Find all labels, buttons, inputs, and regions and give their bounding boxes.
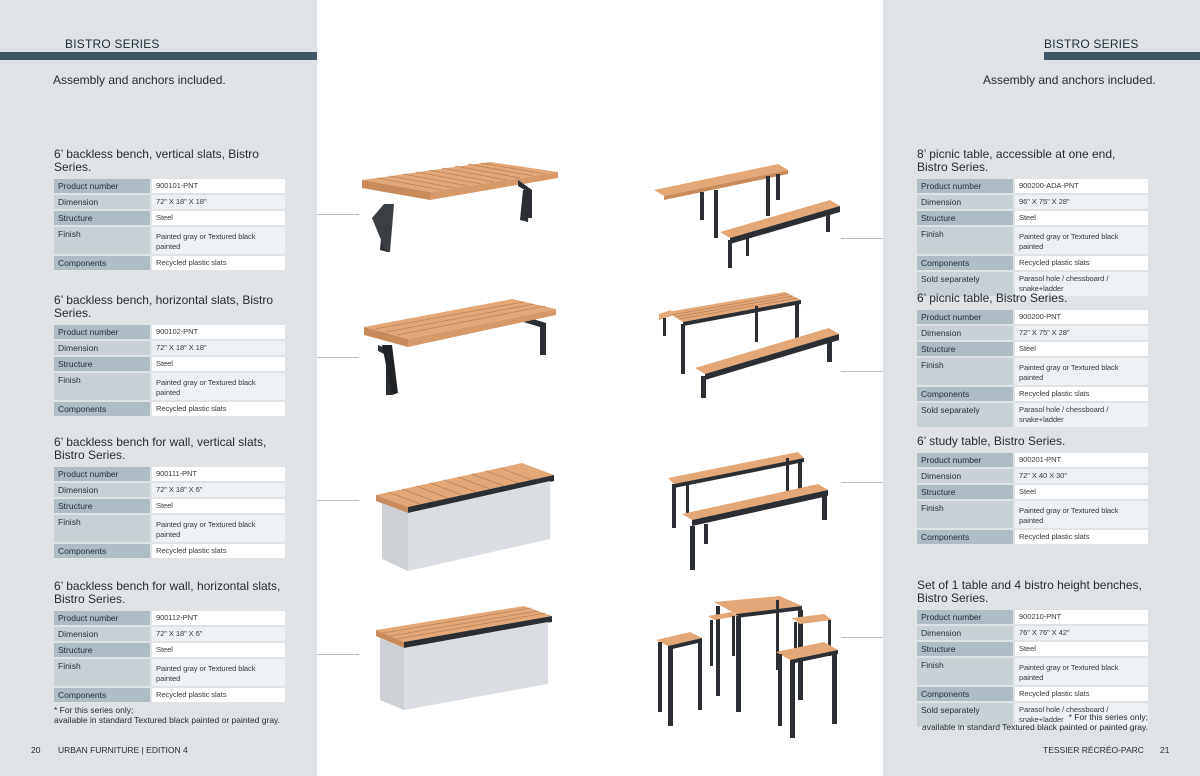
- product-block: [54, 294, 285, 418]
- spec-label: Finish: [917, 658, 1015, 685]
- spec-label: Structure: [917, 485, 1015, 499]
- product-block: [54, 436, 285, 560]
- spec-value: Steel: [152, 499, 285, 513]
- product-block: [917, 579, 1148, 729]
- right-series-title: BISTRO SERIES: [1044, 37, 1139, 51]
- spec-label: Dimension: [54, 341, 152, 355]
- product-title: 6’ study table, Bistro Series.: [917, 434, 1066, 448]
- spec-label: Dimension: [917, 626, 1015, 640]
- spec-value: 900102-PNT: [152, 325, 285, 339]
- spec-label: Finish: [917, 358, 1015, 385]
- picnic-table-image: [655, 288, 841, 400]
- spec-value: 76" X 76" X 42": [1015, 626, 1148, 640]
- spec-label: Product number: [917, 179, 1015, 193]
- spec-label: Sold separately: [917, 272, 1015, 296]
- leader-line: [841, 238, 883, 239]
- spec-label: Structure: [917, 342, 1015, 356]
- spec-label: Product number: [917, 610, 1015, 624]
- spec-value: Steel: [152, 357, 285, 371]
- leader-line: [841, 482, 883, 483]
- spec-value: Steel: [1015, 342, 1148, 356]
- spec-value: Steel: [1015, 642, 1148, 656]
- product-title: 6’ backless bench for wall, horizontal slats, Bistro Series.: [54, 579, 281, 606]
- spec-label: Finish: [917, 501, 1015, 528]
- spec-label: Product number: [54, 179, 152, 193]
- spec-value: 900111-PNT: [152, 467, 285, 481]
- spec-value: Recycled plastic slats: [152, 544, 285, 558]
- spec-label: Dimension: [54, 195, 152, 209]
- spec-label: Sold separately: [917, 403, 1015, 427]
- spec-value: 72" X 75" X 28": [1015, 326, 1148, 340]
- backless-bench-vertical-slats-image: [360, 160, 560, 265]
- spec-value: Recycled plastic slats: [1015, 387, 1148, 401]
- spec-value: 900200-ADA-PNT: [1015, 179, 1148, 193]
- product-title: Set of 1 table and 4 bistro height benches, Bistro Series.: [917, 578, 1142, 605]
- spec-label: Components: [54, 402, 152, 416]
- spec-label: Structure: [917, 211, 1015, 225]
- spec-value: Painted gray or Textured black painted: [1015, 227, 1148, 254]
- footnote-line: available in standard Textured black painted or painted gray.: [54, 715, 281, 725]
- product-title: 6’ backless bench, vertical slats, Bistro Series.: [54, 147, 259, 174]
- spec-label: Finish: [54, 373, 152, 400]
- spec-label: Components: [917, 256, 1015, 270]
- spec-value: 900101-PNT: [152, 179, 285, 193]
- product-block: [54, 580, 285, 704]
- spec-label: Structure: [54, 499, 152, 513]
- backless-bench-horizontal-slats-image: [360, 295, 560, 400]
- product-title: 6’ backless bench, horizontal slats, Bistro Series.: [54, 293, 273, 320]
- spec-label: Product number: [917, 310, 1015, 324]
- spec-value: 72" X 40 X 30": [1015, 469, 1148, 483]
- leader-line: [841, 637, 883, 638]
- spec-value: Painted gray or Textured black painted: [152, 659, 285, 686]
- spec-value: Recycled plastic slats: [1015, 530, 1148, 544]
- spec-value: Parasol hole / chessboard / snake+ladder: [1015, 272, 1148, 296]
- spec-table: [54, 177, 285, 272]
- spec-value: 72" X 18" X 18": [152, 195, 285, 209]
- spec-label: Components: [54, 544, 152, 558]
- spec-value: Recycled plastic slats: [1015, 687, 1148, 701]
- right-accent-bar: [1044, 52, 1200, 60]
- product-block: [54, 148, 285, 272]
- left-footnote: [54, 705, 280, 725]
- spec-label: Components: [917, 387, 1015, 401]
- spec-value: Painted gray or Textured black painted: [1015, 501, 1148, 528]
- spec-value: Parasol hole / chessboard / snake+ladder: [1015, 703, 1148, 727]
- spec-value: Recycled plastic slats: [152, 688, 285, 702]
- wall-bench-horizontal-slats-image: [372, 600, 558, 715]
- spec-label: Structure: [54, 643, 152, 657]
- spec-value: Recycled plastic slats: [1015, 256, 1148, 270]
- bistro-table-set-image: [652, 592, 842, 742]
- spec-table: [54, 323, 285, 418]
- right-page-number: 21: [1160, 745, 1170, 755]
- spec-label: Structure: [917, 642, 1015, 656]
- spec-label: Product number: [54, 325, 152, 339]
- spec-label: Product number: [54, 611, 152, 625]
- spec-value: Parasol hole / chessboard / snake+ladder: [1015, 403, 1148, 427]
- spec-value: Recycled plastic slats: [152, 256, 285, 270]
- spec-label: Finish: [54, 227, 152, 254]
- spec-label: Dimension: [917, 195, 1015, 209]
- spec-label: Finish: [917, 227, 1015, 254]
- spec-value: 72" X 18" X 6": [152, 483, 285, 497]
- right-intro: Assembly and anchors included.: [983, 73, 1156, 87]
- spec-label: Components: [54, 688, 152, 702]
- product-title: 6’ picnic table, Bistro Series.: [917, 291, 1068, 305]
- left-footer-text: URBAN FURNITURE | EDITION 4: [58, 745, 188, 755]
- left-accent-bar: [0, 52, 317, 60]
- product-title: 8’ picnic table, accessible at one end, Bistro Series.: [917, 147, 1116, 174]
- spec-value: 900112-PNT: [152, 611, 285, 625]
- product-block: [917, 435, 1148, 546]
- footnote-line: available in standard Textured black painted or painted gray.: [921, 722, 1148, 732]
- wall-bench-vertical-slats-image: [372, 455, 558, 575]
- product-block: [917, 292, 1148, 429]
- spec-value: Painted gray or Textured black painted: [152, 227, 285, 254]
- study-table-image: [662, 448, 832, 573]
- leader-line: [841, 371, 883, 372]
- left-intro: Assembly and anchors included.: [53, 73, 226, 87]
- spec-table: [54, 465, 285, 560]
- spec-label: Dimension: [917, 326, 1015, 340]
- spec-label: Finish: [54, 515, 152, 542]
- spec-label: Dimension: [54, 483, 152, 497]
- spec-label: Sold separately: [917, 703, 1015, 727]
- spec-value: Steel: [1015, 485, 1148, 499]
- spec-value: 96" X 75" X 28": [1015, 195, 1148, 209]
- spec-label: Components: [917, 687, 1015, 701]
- spec-label: Structure: [54, 211, 152, 225]
- left-series-title: BISTRO SERIES: [65, 37, 160, 51]
- spec-value: 900200-PNT: [1015, 310, 1148, 324]
- spec-table: [917, 308, 1148, 429]
- spec-label: Structure: [54, 357, 152, 371]
- product-title: 6’ backless bench for wall, vertical slats, Bistro Series.: [54, 435, 267, 462]
- leader-line: [317, 357, 359, 358]
- spec-label: Dimension: [54, 627, 152, 641]
- spec-value: Painted gray or Textured black painted: [1015, 358, 1148, 385]
- spec-label: Product number: [54, 467, 152, 481]
- product-block: [917, 148, 1148, 298]
- spec-value: 72" X 18" X 18": [152, 341, 285, 355]
- spec-value: Painted gray or Textured black painted: [1015, 658, 1148, 685]
- spec-table: [917, 177, 1148, 298]
- right-footnote: [912, 712, 1148, 732]
- leader-line: [317, 500, 359, 501]
- spec-label: Components: [917, 530, 1015, 544]
- spec-table: [54, 609, 285, 704]
- spec-value: Painted gray or Textured black painted: [152, 515, 285, 542]
- spec-label: Components: [54, 256, 152, 270]
- right-footer-text: TESSIER RÉCRÉO-PARC: [1043, 745, 1144, 755]
- spec-table: [917, 608, 1148, 729]
- spec-value: Painted gray or Textured black painted: [152, 373, 285, 400]
- spec-table: [917, 451, 1148, 546]
- spec-value: Steel: [152, 211, 285, 225]
- spec-value: 900201-PNT: [1015, 453, 1148, 467]
- spec-label: Dimension: [917, 469, 1015, 483]
- spec-label: Finish: [54, 659, 152, 686]
- footnote-line: * For this series only;: [1068, 712, 1148, 722]
- spec-label: Product number: [917, 453, 1015, 467]
- spec-value: 72" X 18" X 6": [152, 627, 285, 641]
- spec-value: Recycled plastic slats: [152, 402, 285, 416]
- spec-value: Steel: [1015, 211, 1148, 225]
- spec-value: 900210-PNT: [1015, 610, 1148, 624]
- leader-line: [317, 654, 359, 655]
- leader-line: [317, 214, 359, 215]
- spec-value: Steel: [152, 643, 285, 657]
- left-page-number: 20: [31, 745, 41, 755]
- footnote-line: * For this series only;: [54, 705, 134, 715]
- picnic-table-accessible-image: [650, 160, 842, 270]
